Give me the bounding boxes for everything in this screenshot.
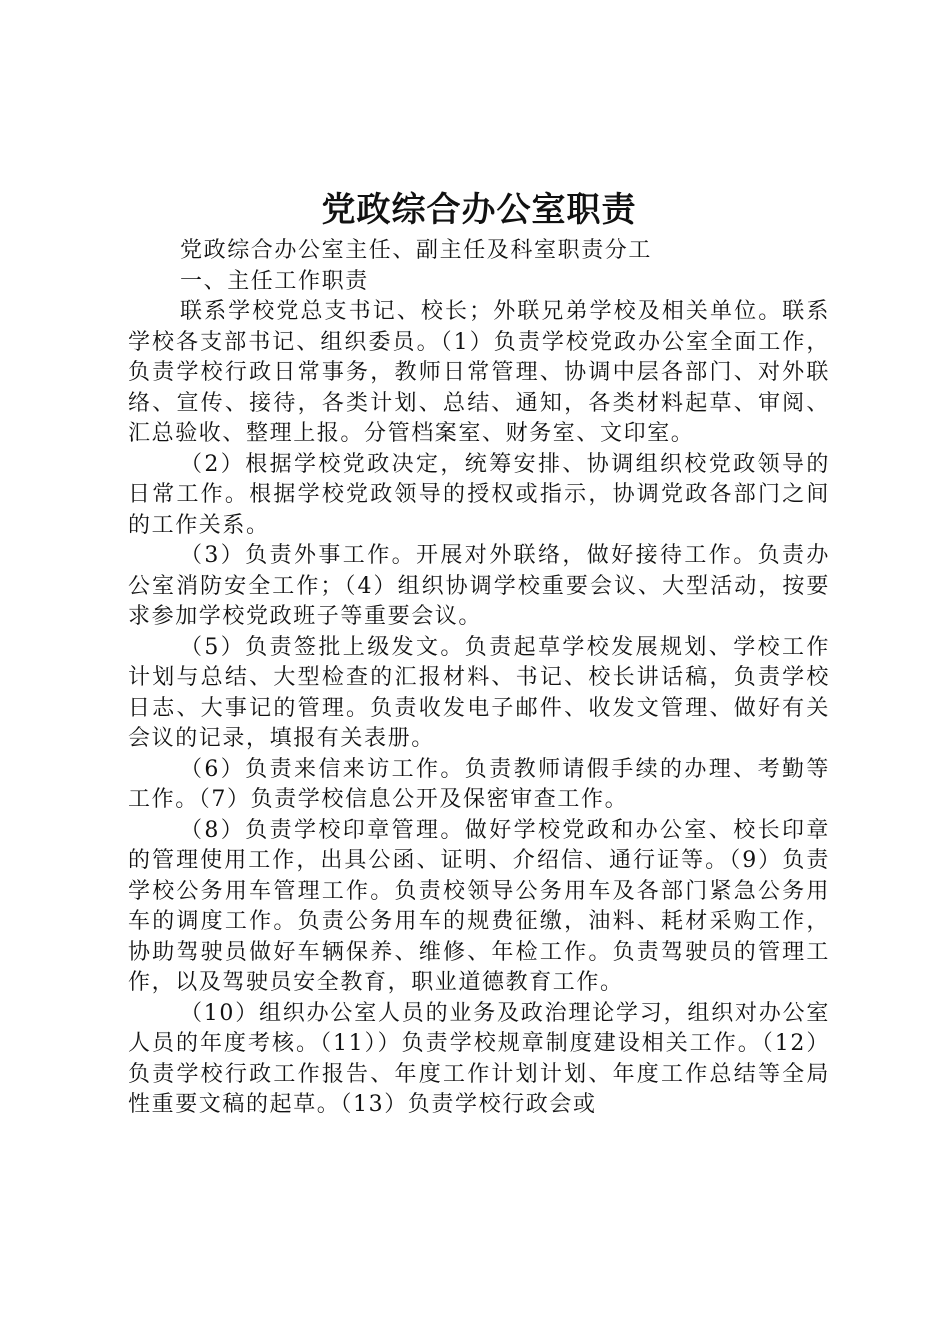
paragraph-duty-6-7: （6）负责来信来访工作。负责教师请假手续的办理、考勤等工作。（7）负责学校信息公开及保密审查工作。: [128, 756, 830, 812]
paragraph-duty-2: （2）根据学校党政决定，统筹安排、协调组织校党政领导的日常工作。根据学校党政领导的授权或指示，协调党政各部门之间的工作关系。: [128, 451, 830, 538]
document-page: [128, 188, 830, 1121]
paragraph-duty-3-4: （3）负责外事工作。开展对外联络，做好接待工作。负责办公室消防安全工作；（4）组织协调学校重要会议、大型活动，按要求参加学校党政班子等重要会议。: [128, 543, 830, 629]
paragraph-section-heading: 一、主任工作职责: [180, 268, 369, 294]
paragraph-duty-1: 联系学校党总支书记、校长；外联兄弟学校及相关单位。联系学校各支部书记、组织委员。（1）负责学校党政办公室全面工作，负责学校行政日常事务，教师日常管理、协调中层各部门、对外联络、宣传、接待，各类计划、总结、通知，各类材料起草、审阅、汇总验收、整理上报。分管档案室、财务室、文印室。: [128, 299, 830, 446]
paragraph-subtitle: 党政综合办公室主任、副主任及科室职责分工: [180, 238, 653, 263]
paragraph-duty-8-9: （8）负责学校印章管理。做好学校党政和办公室、校长印章的管理使用工作，出具公函、证明、介绍信、通行证等。（9）负责学校公务用车管理工作。负责校领导公务用车及各部门紧急公务用车的调度工作。负责公务用车的规费征缴，油料、耗材采购工作，协助驾驶员做好车辆保养、维修、年检工作。负责驾驶员的管理工作，以及驾驶员安全教育，职业道德教育工作。: [128, 817, 830, 995]
document-title: 党政综合办公室职责: [321, 190, 637, 230]
paragraph-duty-10-13: （10）组织办公室人员的业务及政治理论学习，组织对办公室人员的年度考核。（11））负责学校规章制度建设相关工作。（12）负责学校行政工作报告、年度工作计划计划、年度工作总结等全局性重要文稿的起草。（13）负责学校行政会或: [128, 1000, 830, 1117]
paragraph-duty-5: （5）负责签批上级发文。负责起草学校发展规划、学校工作计划与总结、大型检查的汇报材料、书记、校长讲话稿，负责学校日志、大事记的管理。负责收发电子邮件、收发文管理、做好有关会议的记录，填报有关表册。: [128, 634, 830, 751]
